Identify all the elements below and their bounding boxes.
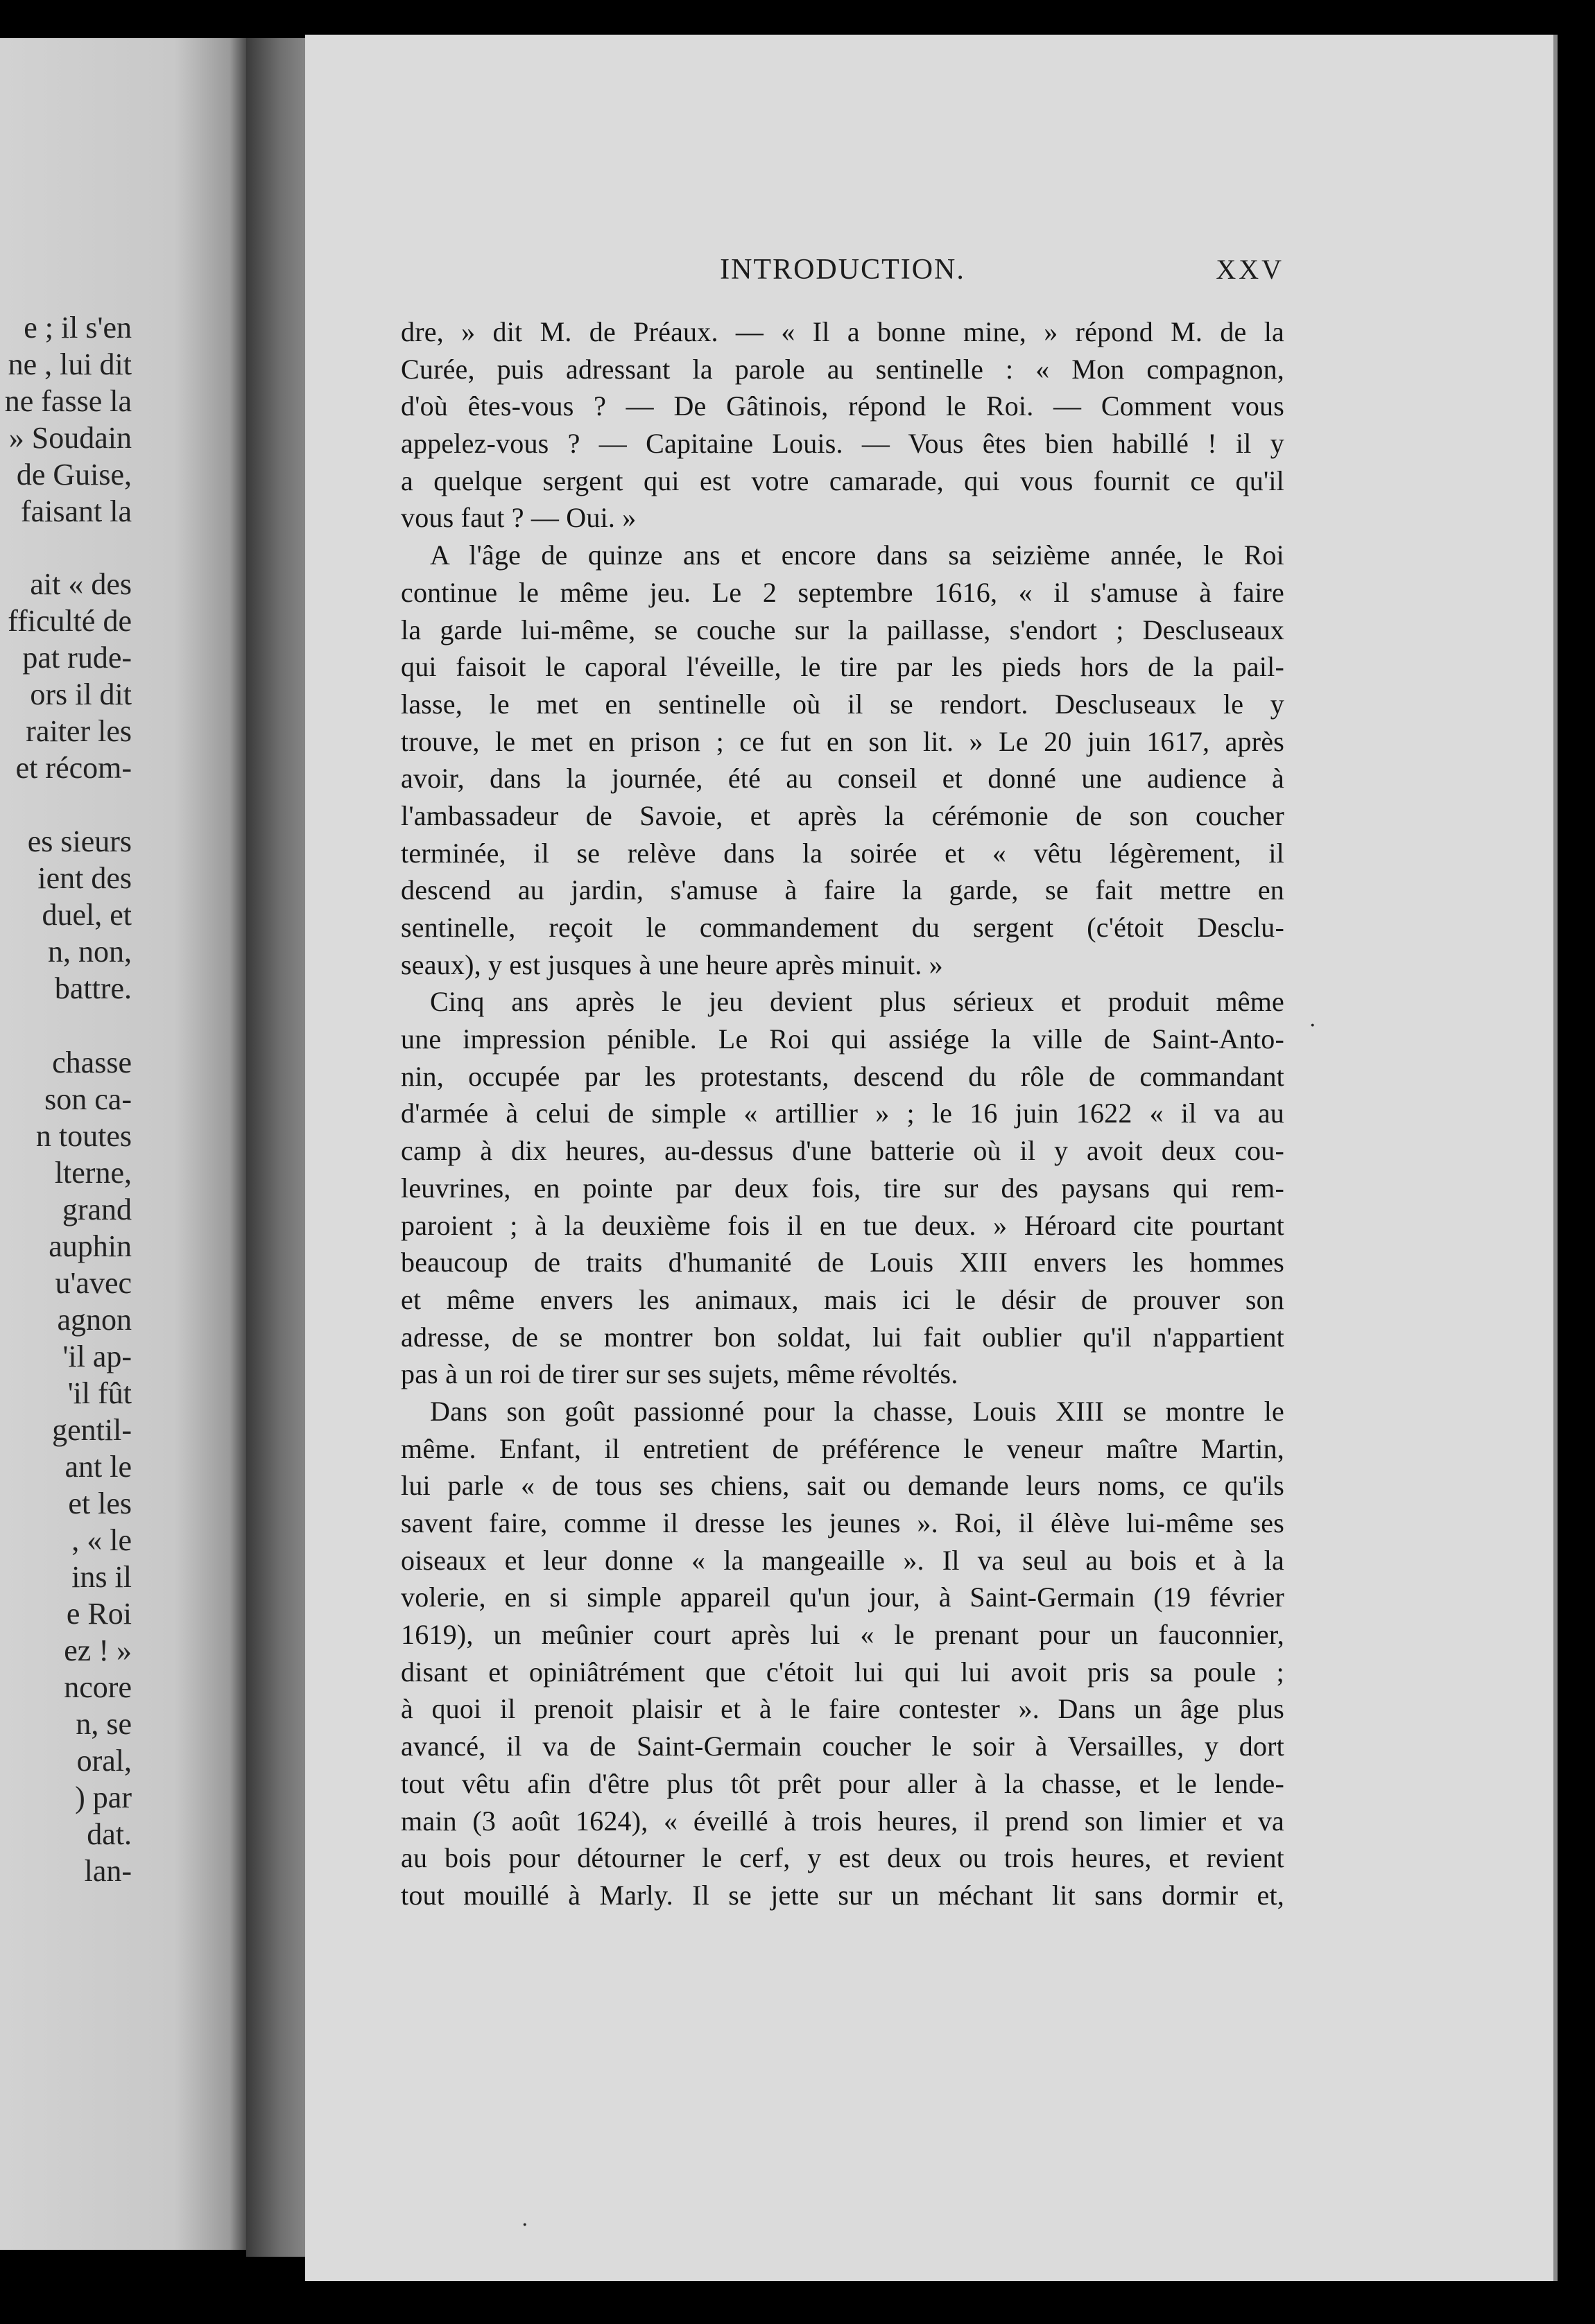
running-head [401, 253, 1284, 295]
text-line: appelez-vous ? — Capitaine Louis. — Vous êtes bien habillé ! il y [401, 428, 1284, 460]
left-page-line: ncore [64, 1670, 132, 1704]
text-line: et même envers les animaux, mais ici le désir de prouver son [401, 1283, 1284, 1315]
text-line: terminée, il se relève dans la soirée et « vêtu légèrement, il [401, 837, 1284, 869]
left-page-line: faisant la [20, 494, 132, 528]
text-line: Dans son goût passionné pour la chasse, Louis XIII se montre le [430, 1395, 1284, 1427]
left-page-line: de Guise, [16, 458, 132, 492]
left-page-line: oral, [76, 1744, 132, 1778]
left-page-line: u'avec [55, 1266, 132, 1300]
left-page-line: ant le [64, 1450, 132, 1484]
left-page-line: n, se [76, 1707, 132, 1741]
left-page-line: battre. [54, 971, 132, 1005]
ink-speck: · [521, 2213, 528, 2237]
text-line: vous faut ? — Oui. » [401, 502, 637, 534]
text-line: avoir, dans la journée, été au conseil et donné une audience à [401, 763, 1284, 795]
left-page-line: ait « des [30, 567, 132, 601]
text-line: dre, » dit M. de Préaux. — « Il a bonne mine, » répond M. de la [401, 316, 1284, 347]
text-line: lui parle « de tous ses chiens, sait ou demande leurs noms, ce qu'ils [401, 1470, 1284, 1502]
left-page-line: ne , lui dit [8, 347, 132, 381]
text-line: a quelque sergent qui est votre camarade, qui vous fournit ce qu'il [401, 465, 1284, 496]
left-page-line: » Soudain [8, 421, 132, 455]
text-line: descend au jardin, s'amuse à faire la garde, se fait mettre en [401, 874, 1284, 906]
text-line: d'armée à celui de simple « artillier » ; le 16 juin 1622 « il va au [401, 1098, 1284, 1129]
text-line: même. Enfant, il entretient de préférence le veneur maître Martin, [401, 1432, 1284, 1464]
left-page-line: lterne, [54, 1156, 132, 1190]
paragraph [401, 1393, 1284, 1914]
text-line: camp à dix heures, au-dessus d'une batterie où il y avoit deux cou- [401, 1135, 1284, 1167]
text-line: Curée, puis adressant la parole au sentinelle : « Mon compagnon, [401, 353, 1284, 385]
left-page-line: e Roi [66, 1597, 132, 1631]
left-page-line: e ; il s'en [24, 311, 132, 345]
text-line: qui faisoit le caporal l'éveille, le tire par les pieds hors de la pail- [401, 651, 1284, 683]
text-line: main (3 août 1624), « éveillé à trois heures, il prend son limier et va [401, 1805, 1284, 1837]
text-line: une impression pénible. Le Roi qui assiége la ville de Saint-Anto- [401, 1023, 1284, 1055]
text-line: la garde lui-même, se couche sur la paillasse, s'endort ; Descluseaux [401, 614, 1284, 645]
left-page-line: agnon [57, 1303, 132, 1337]
left-page-line: et récom- [15, 751, 132, 785]
text-line: paroient ; à la deuxième fois il en tue deux. » Héroard cite pourtant [401, 1209, 1284, 1241]
text-line: A l'âge de quinze ans et encore dans sa seizième année, le Roi [430, 539, 1284, 571]
body-text [401, 313, 1284, 1914]
text-line: tout vêtu afin d'être plus tôt prêt pour aller à la chasse, et le lende- [401, 1767, 1284, 1799]
text-line: beaucoup de traits d'humanité de Louis XIII envers les hommes [401, 1247, 1284, 1278]
left-page-line: ors il dit [30, 677, 132, 711]
text-line: d'où êtes-vous ? — De Gâtinois, répond le Roi. — Comment vous [401, 390, 1284, 422]
left-page-line: , « le [71, 1523, 132, 1557]
left-page-line: 'il fût [67, 1376, 132, 1410]
left-page-line: auphin [49, 1229, 132, 1263]
text-line: lasse, le met en sentinelle où il se rendort. Descluseaux le y [401, 688, 1284, 720]
left-page-line: 'il ap- [62, 1339, 132, 1373]
text-line: tout mouillé à Marly. Il se jette sur un méchant lit sans dormir et, [401, 1879, 1284, 1911]
text-line: avancé, il va de Saint-Germain coucher le soir à Versailles, y dort [401, 1731, 1284, 1762]
left-page-line: fficulté de [8, 604, 132, 638]
text-line: Cinq ans après le jeu devient plus sérieux et produit même [430, 986, 1284, 1018]
left-page-line: n toutes [35, 1119, 132, 1153]
left-page-line: gentil- [52, 1413, 132, 1447]
text-line: savent faire, comme il dresse les jeunes ». Roi, il élève lui-même ses [401, 1507, 1284, 1538]
text-line: disant et opiniâtrément que c'étoit lui qui lui avoit pris sa poule ; [401, 1656, 1284, 1688]
left-page-fragment [0, 38, 250, 2250]
left-page-line: raiter les [26, 714, 132, 748]
left-page-line: ) par [75, 1780, 132, 1814]
left-page-line: ins il [71, 1560, 132, 1594]
text-line: adresse, de se montrer bon soldat, lui fait oublier qu'il n'appartient [401, 1321, 1284, 1353]
left-page-line: ez ! » [64, 1633, 132, 1667]
left-page-line: es sieurs [27, 824, 132, 858]
text-line: 1619), un meûnier court après lui « le prenant pour un fauconnier, [401, 1619, 1284, 1651]
text-line: trouve, le met en prison ; ce fut en son lit. » Le 20 juin 1617, après [401, 725, 1284, 757]
text-line: leuvrines, en pointe par deux fois, tire sur des paysans qui rem- [401, 1172, 1284, 1204]
left-page-line: pat rude- [22, 641, 132, 675]
text-line: pas à un roi de tirer sur ses sujets, même révoltés. [401, 1358, 958, 1390]
text-line: sentinelle, reçoit le commandement du sergent (c'étoit Desclu- [401, 912, 1284, 943]
left-page-line: chasse [52, 1046, 132, 1079]
left-page-line: ne fasse la [4, 384, 132, 418]
page-title: INTRODUCTION. [720, 254, 965, 286]
left-page-line: duel, et [42, 898, 132, 932]
left-page-line: dat. [87, 1817, 132, 1851]
text-line: au bois pour détourner le cerf, y est deux ou trois heures, et revient [401, 1842, 1284, 1874]
left-page-line: n, non, [48, 935, 132, 969]
text-line: volerie, en si simple appareil qu'un jour, à Saint-Germain (19 février [401, 1581, 1284, 1613]
text-line: seaux), y est jusques à une heure après minuit. » [401, 948, 943, 980]
text-line: continue le même jeu. Le 2 septembre 1616, « il s'amuse à faire [401, 576, 1284, 608]
paragraph [401, 983, 1284, 1393]
text-line: nin, occupée par les protestants, descend du rôle de commandant [401, 1060, 1284, 1092]
left-page-line: grand [62, 1193, 132, 1226]
page-number: XXV [1216, 254, 1284, 285]
ink-speck: · [1309, 1014, 1316, 1038]
text-line: à quoi il prenoit plaisir et à le faire contester ». Dans un âge plus [401, 1693, 1284, 1725]
left-page-line: et les [68, 1486, 132, 1520]
text-line: l'ambassadeur de Savoie, et après la cérémonie de son coucher [401, 799, 1284, 831]
left-page-line: ient des [37, 861, 132, 895]
left-page-line: son ca- [44, 1082, 132, 1116]
paragraph [401, 537, 1284, 983]
left-page-line: lan- [84, 1854, 132, 1888]
paragraph [401, 313, 1284, 537]
text-line: oiseaux et leur donne « la mangeaille ». Il va seul au bois et à la [401, 1544, 1284, 1576]
